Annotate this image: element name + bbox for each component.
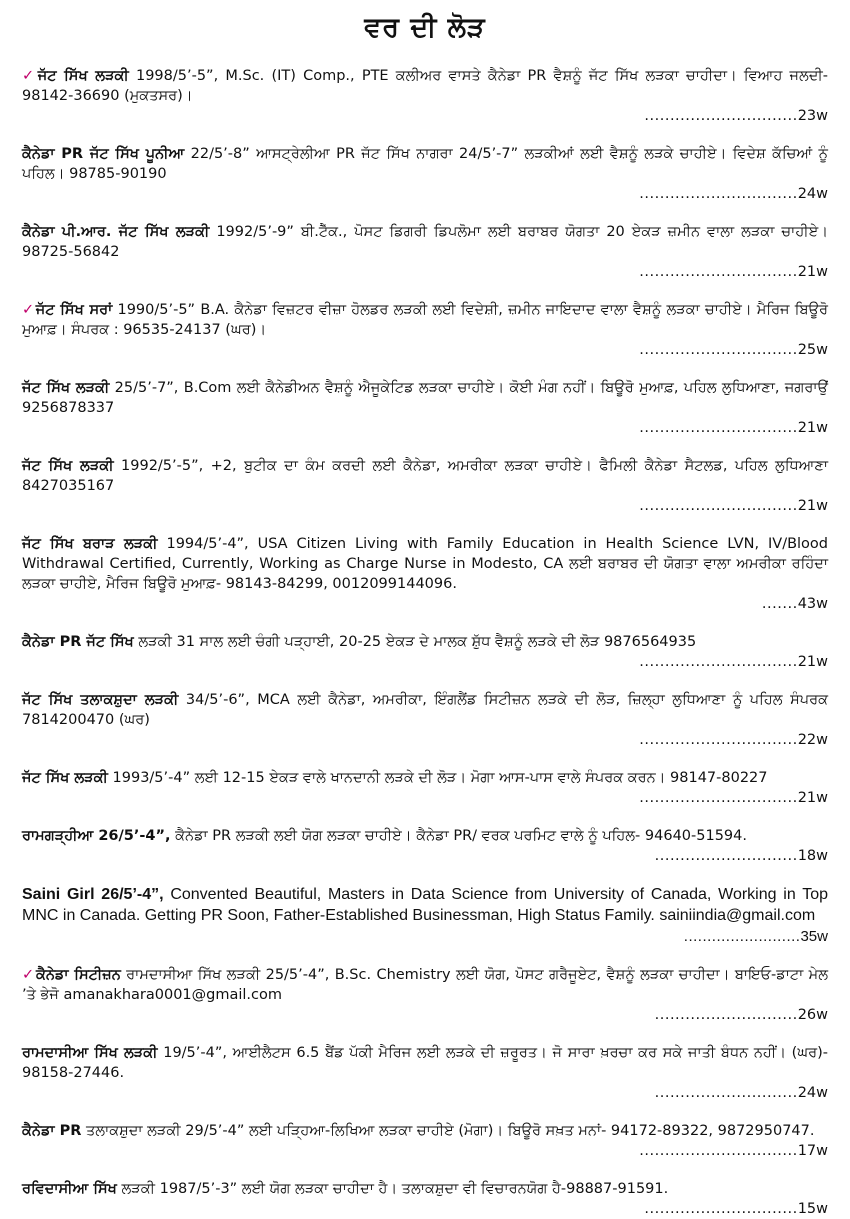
ad-text [22,965,828,1005]
dot-leader: ............................... [639,1143,798,1159]
ad-heading: ਰਾਮਦਾਸੀਆ ਸਿੱਖ ਲੜਕੀ [22,1045,158,1061]
dot-leader: ............................ [654,1085,798,1101]
ad-text [22,534,828,594]
ad-code: 21w [797,790,828,806]
ad-body: 1992/5’-5”, +2, ਬੁਟੀਕ ਦਾ ਕੰਮ ਕਰਦੀ ਲਈ ਕੈਨੇਡਾ, ਅਮਰੀਕਾ ਲੜਕਾ ਚਾਹੀਏ। ਫੈਮਿਲੀ ਕੈਨੇਡਾ ਸੈਟਲਡ, ਪਹਿਲ ਲੁਧਿਆਣਾ 8427035167 [22,458,829,494]
ad-heading: ਜੱਟ ਸਿੱਖ ਤਲਾਕਸ਼ੁਦਾ ਲੜਕੀ [22,692,179,708]
dot-leader: ....... [761,596,798,612]
dot-leader: ............................... [639,732,798,748]
dot-leader: ............................... [639,498,798,514]
ad-code: 23w [797,108,828,124]
ad-heading: ਜੱਟ ਸਿੱਖ ਲੜਕੀ [37,68,129,84]
dot-leader: .............................. [644,108,798,124]
ad-body: 1992/5’-9” ਬੀ.ਟੈੱਕ., ਪੋਸਟ ਡਿਗਰੀ ਡਿਪਲੋਮਾ ਲਈ ਬਰਾਬਰ ਯੋਗਤਾ 20 ਏਕੜ ਜ਼ਮੀਨ ਵਾਲਾ ਲੜਕਾ ਚਾਹੀਏ। 98725-56842 [22,224,828,260]
ad-body: 25/5’-7”, B.Com ਲਈ ਕੈਨੇਡੀਅਨ ਵੈਸ਼ਨੂੰ ਐਜੂਕੇਟਿਡ ਲੜਕਾ ਚਾਹੀਏ। ਕੋਈ ਮੰਗ ਨਹੀਂ। ਬਿਊਰੋ ਮੁਆਫ਼, ਪਹਿਲ ਲੁਧਿਆਣਾ, ਜਗਰਾਉਂ 9256878337 [22,380,828,416]
ad-body: ਤਲਾਕਸ਼ੁਦਾ ਲੜਕੀ 29/5’-4” ਲਈ ਪੜ੍ਹਿਆ-ਲਿਖਿਆ ਲੜਕਾ ਚਾਹੀਏ (ਮੋਗਾ)। ਬਿਊਰੋ ਸਖ਼ਤ ਮਨਾਂ- 94172-89322, 9872950747. [81,1123,815,1139]
ad-heading: ਰਾਮਗੜ੍ਹੀਆ 26/5’-4”, [22,828,171,844]
ad-reference [22,496,828,516]
ad-text [22,456,828,496]
ad-heading: ਜੱਟ ਸਿੱਖ ਲੜਕੀ [22,380,110,396]
classified-ad [22,222,828,282]
ad-heading: ਜੱਟ ਸਿੱਖ ਲੜਕੀ [22,458,114,474]
ad-reference [22,340,828,360]
ad-text [22,1121,828,1141]
classified-ad [22,534,828,614]
ad-text [22,66,828,106]
classified-ad [22,826,828,866]
ad-text [22,826,828,846]
dot-leader: ............................... [639,342,798,358]
ad-heading: ਰਵਿਦਾਸੀਆ ਸਿੱਖ [22,1181,117,1197]
ad-reference [22,1083,828,1103]
ad-reference [22,262,828,282]
checkmark-icon: ✓ [22,967,35,983]
ad-text [22,300,828,340]
ad-body: ਲੜਕੀ 31 ਸਾਲ ਲਈ ਚੰਗੀ ਪੜ੍ਹਾਈ, 20-25 ਏਕੜ ਦੇ ਮਾਲਕ ਸ਼ੁੱਧ ਵੈਸ਼ਨੂੰ ਲੜਕੇ ਦੀ ਲੋੜ 9876564935 [133,634,697,650]
dot-leader: ............................ [654,1007,798,1023]
ad-heading: ਕੈਨੇਡਾ PR [22,1123,82,1139]
classified-ad [22,144,828,204]
dot-leader: ............................... [639,420,798,436]
ad-heading: ਜੱਟ ਸਿੱਖ ਸਰਾਂ [35,302,113,318]
classified-ad [22,378,828,438]
ad-code: 26w [797,1007,828,1023]
ad-code: 21w [797,654,828,670]
classified-ad [22,965,828,1025]
ad-heading: ਕੈਨੇਡਾ ਪੀ.ਆਰ. ਜੱਟ ਸਿੱਖ ਲੜਕੀ [22,224,210,240]
classified-ad [22,632,828,672]
dot-leader: ............................ [654,848,798,864]
ad-reference [22,594,828,614]
ad-reference [22,1199,828,1219]
dot-leader: ......................... [683,928,801,945]
classified-ad [22,690,828,750]
dot-leader: ............................... [639,790,798,806]
ad-body: 1990/5’-5” B.A. ਕੈਨੇਡਾ ਵਿਜ਼ਟਰ ਵੀਜ਼ਾ ਹੋਲਡਰ ਲੜਕੀ ਲਈ ਵਿਦੇਸ਼ੀ, ਜ਼ਮੀਨ ਜਾਇਦਾਦ ਵਾਲਾ ਵੈਸ਼ਨੂੰ ਲੜਕਾ ਚਾਹੀਏ। ਮੈਰਿਜ ਬਿਊਰੋ ਮੁਆਫ਼। ਸੰਪਰਕ : 96535-24137 (ਘਰ)। [22,302,828,338]
ad-code: 21w [797,498,828,514]
ad-body: 1994/5’-4”, USA Citizen Living with Family Education in Health Science LVN, IV/Blood Withdrawal Certified, Currently, Working as Charge Nurse in Modesto, CA ਲਈ ਬਰਾਬਰ ਦੀ ਯੋਗਤਾ ਵਾਲਾ ਅਮਰੀਕਾ ਰਹਿੰਦਾ ਲੜਕਾ ਚਾਹੀਏ, ਮੈਰਿਜ ਬਿਊਰੋ ਮੁਆਫ਼- 98143-84299, 0012099144096. [22,536,828,592]
ad-text [22,690,828,730]
classified-ad [22,66,828,126]
ad-text [22,144,828,184]
ads-list [22,66,828,1219]
classified-ad [22,768,828,808]
ad-reference [22,926,828,947]
dot-leader: ............................... [639,264,798,280]
ad-heading: ਕੈਨੇਡਾ ਸਿਟੀਜ਼ਨ [35,967,121,983]
ad-heading: Saini Girl 26/5’-4”, [22,886,164,903]
ad-body: 22/5’-8” ਆਸਟ੍ਰੇਲੀਆ PR ਜੱਟ ਸਿੱਖ ਨਾਗਰਾ 24/5’-7” ਲੜਕੀਆਂ ਲਈ ਵੈਸ਼ਨੂੰ ਲੜਕੇ ਚਾਹੀਏ। ਵਿਦੇਸ਼ ਕੱਚਿਆਂ ਨੂੰ ਪਹਿਲ। 98785-90190 [22,146,828,182]
checkmark-icon: ✓ [22,68,37,84]
ad-code: 21w [797,420,828,436]
ad-body: 34/5’-6”, MCA ਲਈ ਕੈਨੇਡਾ, ਅਮਰੀਕਾ, ਇੰਗਲੈਂਡ ਸਿਟੀਜ਼ਨ ਲੜਕੇ ਦੀ ਲੋੜ, ਜ਼ਿਲ੍ਹਾ ਲੁਧਿਆਣਾ ਨੂੰ ਪਹਿਲ ਸੰਪਰਕ 7814200470 (ਘਰ) [22,692,828,728]
ad-code: 22w [797,732,828,748]
ad-heading: ਜੱਟ ਸਿੱਖ ਲੜਕੀ [22,770,108,786]
ad-body: Convented Beautiful, Masters in Data Science from University of Canada, Working in Top MNC in Canada. Getting PR Soon, Father-Established Businessman, High Status Family. sainiindia@gmail.com [22,886,828,924]
ad-body: 1993/5’-4” ਲਈ 12-15 ਏਕੜ ਵਾਲੇ ਖਾਨਦਾਨੀ ਲੜਕੇ ਦੀ ਲੋੜ। ਮੋਗਾ ਆਸ-ਪਾਸ ਵਾਲੇ ਸੰਪਰਕ ਕਰਨ। 98147-80227 [107,770,768,786]
classified-ad [22,1043,828,1103]
classified-ad [22,456,828,516]
dot-leader: .............................. [644,1201,798,1217]
ad-code: 24w [797,186,828,202]
ad-code: 21w [797,264,828,280]
dot-leader: ............................... [639,186,798,202]
ad-body: ਕੈਨੇਡਾ PR ਲੜਕੀ ਲਈ ਯੋਗ ਲੜਕਾ ਚਾਹੀਏ। ਕੈਨੇਡਾ PR/ ਵਰਕ ਪਰਮਿਟ ਵਾਲੇ ਨੂੰ ਪਹਿਲ- 94640-51594. [170,828,747,844]
ad-reference [22,846,828,866]
ad-code: 43w [797,596,828,612]
ad-reference [22,106,828,126]
ad-text [22,884,828,926]
dot-leader: ............................... [639,654,798,670]
ad-code: 17w [797,1143,828,1159]
ad-reference [22,788,828,808]
ad-text [22,378,828,418]
ad-heading: ਕੈਨੇਡਾ PR ਜੱਟ ਸਿੱਖ ਪੂਨੀਆ [22,146,185,162]
ad-body: ਲੜਕੀ 1987/5’-3” ਲਈ ਯੋਗ ਲੜਕਾ ਚਾਹੀਦਾ ਹੈ। ਤਲਾਕਸ਼ੁਦਾ ਵੀ ਵਿਚਾਰਨਯੋਗ ਹੈ-98887-91591. [116,1181,669,1197]
ad-reference [22,1141,828,1161]
ad-heading: ਕੈਨੇਡਾ PR ਜੱਟ ਸਿੱਖ [22,634,134,650]
ad-code: 35w [800,928,828,945]
ad-code: 24w [797,1085,828,1101]
ad-text [22,222,828,262]
checkmark-icon: ✓ [22,302,35,318]
classified-ad [22,300,828,360]
ad-heading: ਜੱਟ ਸਿੱਖ ਬਰਾੜ ਲੜਕੀ [22,536,158,552]
ad-text [22,1179,828,1199]
ad-code: 18w [797,848,828,864]
ad-code: 15w [797,1201,828,1217]
ad-body: 19/5’-4”, ਆਈਲੈਟਸ 6.5 ਬੈਂਡ ਪੱਕੀ ਮੈਰਿਜ ਲਈ ਲੜਕੇ ਦੀ ਜ਼ਰੂਰਤ। ਜੋ ਸਾਰਾ ਖ਼ਰਚਾ ਕਰ ਸਕੇ ਜਾਤੀ ਬੰਧਨ ਨਹੀਂ। (ਘਰ)- 98158-27446. [22,1045,828,1081]
ad-reference [22,1005,828,1025]
page-title: ਵਰ ਦੀ ਲੋੜ [364,12,486,43]
classified-ad [22,884,828,947]
ad-text [22,632,828,652]
ad-reference [22,730,828,750]
ad-body: 1998/5’-5”, M.Sc. (IT) Comp., PTE ਕਲੀਅਰ ਵਾਸਤੇ ਕੈਨੇਡਾ PR ਵੈਸ਼ਨੂੰ ਜੱਟ ਸਿੱਖ ਲੜਕਾ ਚਾਹੀਦਾ। ਵਿਆਹ ਜਲਦੀ- 98142-36690 (ਮੁਕਤਸਰ)। [22,68,828,104]
ad-reference [22,652,828,672]
classified-ad [22,1179,828,1219]
ad-text [22,768,828,788]
ad-code: 25w [797,342,828,358]
ad-body: ਰਾਮਦਾਸੀਆ ਸਿੱਖ ਲੜਕੀ 25/5’-4”, B.Sc. Chemistry ਲਈ ਯੋਗ, ਪੋਸਟ ਗਰੈਜੂਏਟ, ਵੈਸ਼ਨੂੰ ਲੜਕਾ ਚਾਹੀਦਾ। ਬਾਇਓ-ਡਾਟਾ ਮੇਲ ’ਤੇ ਭੇਜੋ amanakhara0001@gmail.com [22,967,829,1003]
classified-ad [22,1121,828,1161]
ad-reference [22,418,828,438]
ad-reference [22,184,828,204]
ad-text [22,1043,828,1083]
